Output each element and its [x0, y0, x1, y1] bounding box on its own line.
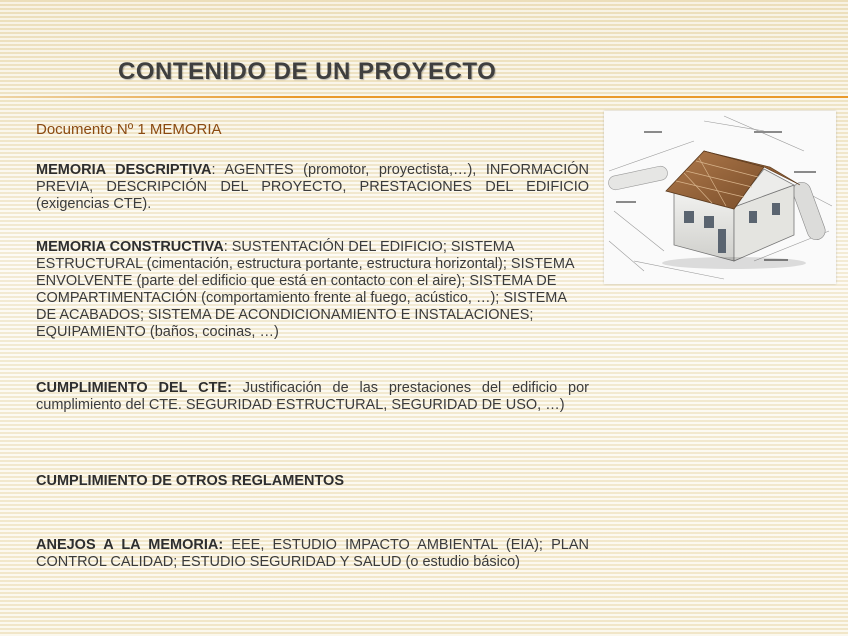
- otros-reglamentos-paragraph: [36, 473, 589, 490]
- memoria-constructiva-text: : SUSTENTACIÓN DEL EDIFICIO; SISTEMA ESTRUCTURAL (cimentación, estructura portante, estructura horizontal); SISTEMA ENVOLVENTE (parte del edificio que está en contacto con el aire); SISTEMA DE COMPARTIMENTACIÓN (comportamiento frente al fuego, acústico, …); SISTEMA DE ACABADOS; SISTEMA DE ACONDICIONAMIENTO E INSTALACIONES; EQUIPAMIENTO (baños, cocinas, …): [36, 239, 574, 340]
- cumplimiento-cte-text: Justificación de las prestaciones del edificio por cumplimiento del CTE. SEGURIDAD ESTRUCTURAL, SEGURIDAD DE USO, …): [36, 380, 589, 413]
- anejos-text: EEE, ESTUDIO IMPACTO AMBIENTAL (EIA); PLAN CONTROL CALIDAD; ESTUDIO SEGURIDAD Y SALUD (o estudio básico): [36, 537, 589, 570]
- memoria-descriptiva-heading: MEMORIA DESCRIPTIVA: [36, 162, 212, 178]
- cumplimiento-cte-heading: CUMPLIMIENTO DEL CTE:: [36, 380, 232, 396]
- memoria-descriptiva-paragraph: [36, 162, 589, 213]
- house-blueprint-icon: [604, 111, 836, 284]
- anejos-heading: ANEJOS A LA MEMORIA:: [36, 537, 224, 553]
- slide-title: CONTENIDO DE UN PROYECTO: [118, 58, 497, 85]
- memoria-constructiva-paragraph: [36, 239, 589, 341]
- cumplimiento-cte-paragraph: [36, 380, 589, 414]
- otros-reglamentos-heading: CUMPLIMIENTO DE OTROS REGLAMENTOS: [36, 473, 345, 489]
- memoria-descriptiva-text: : AGENTES (promotor, proyectista,…), INFORMACIÓN PREVIA, DESCRIPCIÓN DEL PROYECTO, PRESTACIONES DEL EDIFICIO (exigencias CTE).: [36, 162, 590, 212]
- memoria-constructiva-heading: MEMORIA CONSTRUCTIVA: [36, 239, 224, 255]
- house-blueprint-image: [604, 111, 836, 284]
- anejos-paragraph: [36, 537, 589, 571]
- title-divider: [0, 96, 848, 98]
- document-label: Documento Nº 1 MEMORIA: [36, 121, 222, 138]
